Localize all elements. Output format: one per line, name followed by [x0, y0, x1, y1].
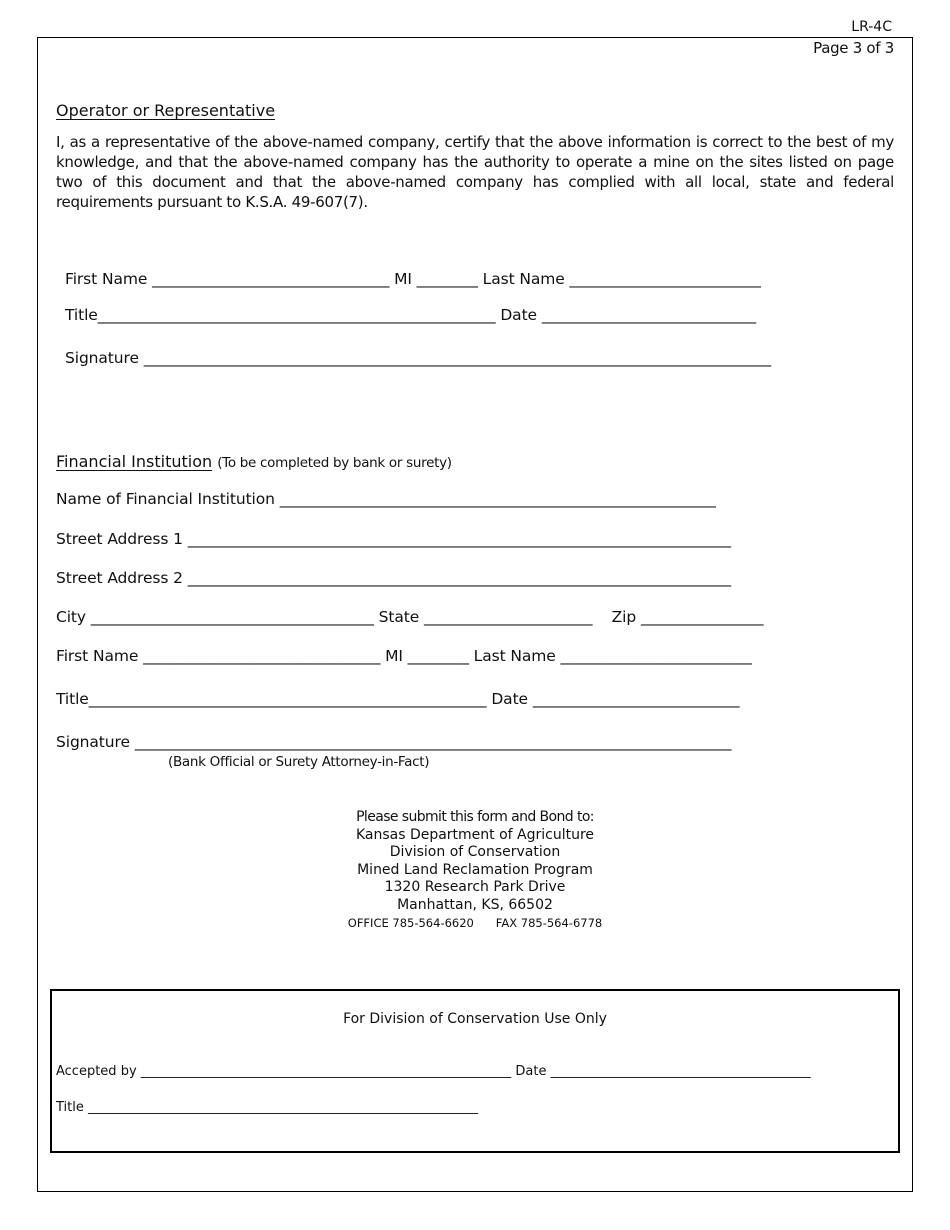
fax-number: FAX 785-564-6778: [495, 915, 603, 930]
submission-lead: Please submit this form and Bond to:: [356, 809, 594, 825]
financial-heading: Financial Institution: [56, 452, 213, 471]
page-number: Page 3 of 3: [813, 39, 894, 57]
city-state-zip-line[interactable]: City _____________________________________ State ______________________ Zip ________________: [56, 608, 764, 626]
division-name: Division of Conservation: [389, 844, 561, 861]
office-use-box: [50, 989, 900, 1153]
operator-title-date-line[interactable]: Title____________________________________________________ Date ____________________________: [65, 306, 757, 324]
street-address-2-line[interactable]: Street Address 2 _______________________________________________________________________: [56, 569, 731, 587]
financial-title-date-line[interactable]: Title____________________________________________________ Date ___________________________: [56, 690, 740, 708]
city-address: Manhattan, KS, 66502: [397, 896, 553, 913]
submission-address: [300, 809, 650, 932]
office-use-title: For Division of Conservation Use Only: [343, 1011, 607, 1027]
institution-name-line[interactable]: Name of Financial Institution _________________________________________________________: [56, 490, 716, 508]
street-address: 1320 Research Park Drive: [384, 879, 566, 896]
signature-caption: (Bank Official or Surety Attorney-in-Fact): [168, 754, 430, 770]
form-id: LR-4C: [851, 19, 892, 35]
financial-heading-row: [56, 452, 452, 471]
program-name: Mined Land Reclamation Program: [357, 861, 593, 878]
office-phone: OFFICE 785-564-6620: [347, 915, 474, 930]
operator-heading: Operator or Representative: [56, 101, 276, 120]
contact-numbers: [300, 915, 650, 933]
financial-heading-note: (To be completed by bank or surety): [217, 455, 452, 471]
operator-signature-line[interactable]: Signature __________________________________________________________________________________: [65, 349, 772, 367]
street-address-1-line[interactable]: Street Address 1 _______________________________________________________________________: [56, 530, 731, 548]
office-title-line[interactable]: Title ____________________________________________________________: [56, 1100, 478, 1115]
financial-signature-line[interactable]: Signature ______________________________________________________________________________: [56, 733, 732, 751]
financial-name-line[interactable]: First Name _______________________________ MI ________ Last Name _________________________: [56, 647, 752, 665]
operator-name-line[interactable]: First Name _______________________________ MI ________ Last Name _________________________: [65, 270, 761, 288]
accepted-by-line[interactable]: Accepted by _________________________________________________________ Date ________________________________________: [56, 1064, 811, 1079]
certification-text: I, as a representative of the above-named company, certify that the above information is correct to the best of my knowledge, and that the above-named company has the authority to operate a mine on the sites listed on page two of this document and that the above-named company has complied with all local, state and federal requirements pursuant to K.S.A. 49-607(7).: [56, 133, 894, 211]
agency-name: Kansas Department of Agriculture: [355, 826, 595, 843]
